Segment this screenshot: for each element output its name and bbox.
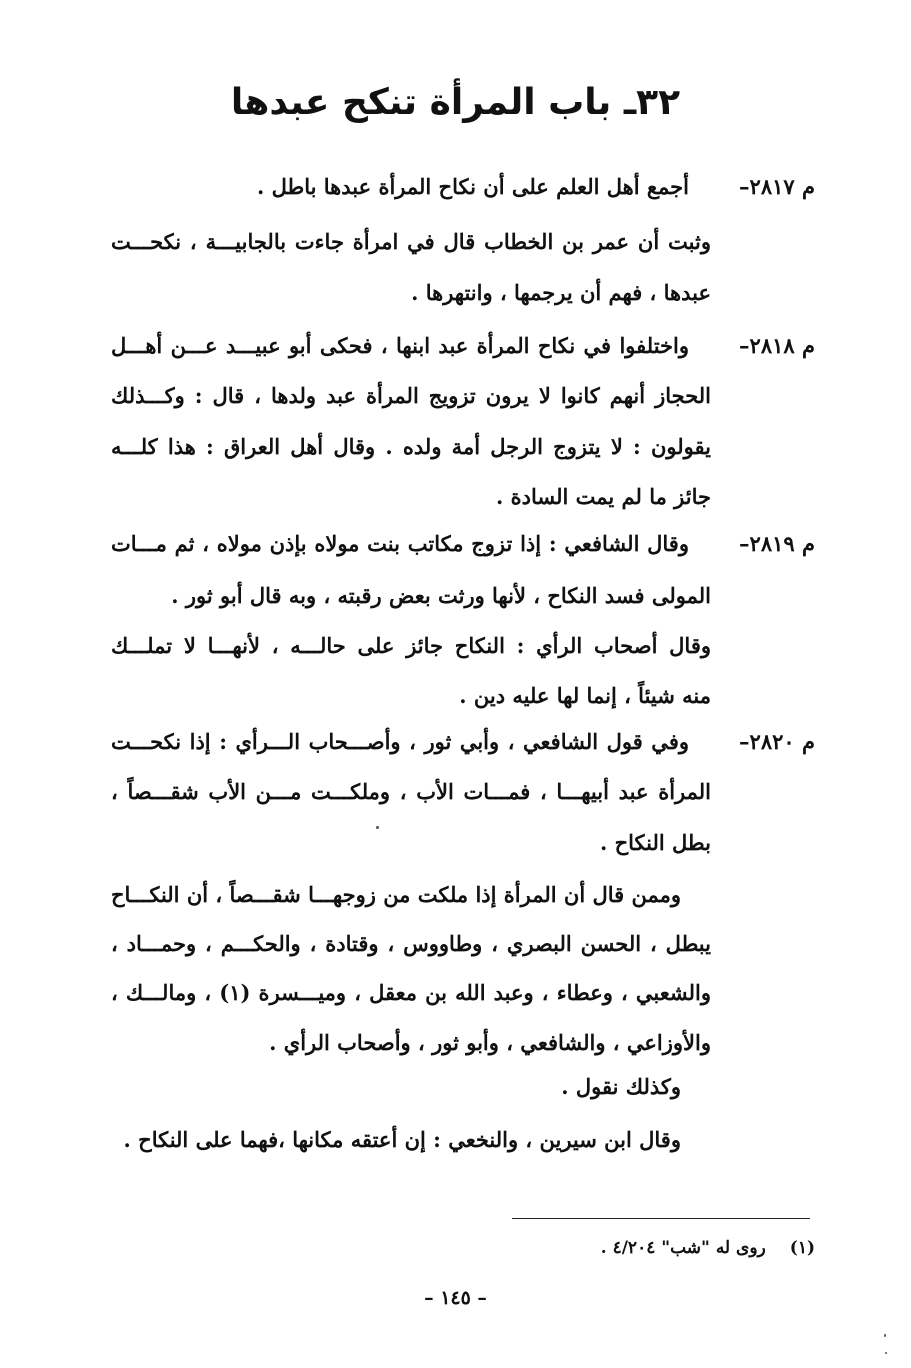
scan-speck — [885, 1352, 887, 1354]
footnote-separator — [512, 1218, 810, 1219]
text-line: والشعبي ، وعطاء ، وعبد الله بن معقل ، وميـــسرة (١) ، ومالـــك ، — [111, 980, 711, 1005]
text-line: يبطل ، الحسن البصري ، وطاووس ، وقتادة ، والحكـــم ، وحمـــاد ، — [111, 931, 711, 956]
scan-speck — [376, 826, 379, 829]
entry-number: م ٢٨١٧– — [739, 174, 815, 199]
text-line: وقال الشافعي : إذا تزوج مكاتب بنت مولاه بإذن مولاه ، ثم مـــات — [111, 531, 689, 556]
footnote-text: روى له "شب" ٤/٢٠٤ . — [600, 1238, 766, 1258]
text-line: منه شيئاً ، إنما لها عليه دين . — [459, 683, 711, 708]
entry-number: م ٢٨٢٠– — [739, 729, 815, 754]
text-line: جائز ما لم يمت السادة . — [495, 484, 711, 509]
entry-number: م ٢٨١٨– — [739, 333, 815, 358]
scan-speck — [884, 1334, 886, 1337]
text-line: وممن قال أن المرأة إذا ملكت من زوجهـــا شقـــصاً ، أن النكـــاح — [111, 882, 681, 907]
text-line: المرأة عبد أبيهـــا ، فمـــات الأب ، وملكـــت مـــن الأب شقـــصاً ، — [111, 779, 711, 804]
entry-number: م ٢٨١٩– — [739, 531, 815, 556]
text-line: الحجاز أنهم كانوا لا يرون تزويج المرأة عبد ولدها ، قال : وكـــذلك — [111, 383, 711, 408]
footnote-marker: (١) — [789, 1238, 815, 1258]
chapter-title: ٣٢ـ باب المرأة تنكح عبدها — [230, 82, 681, 123]
page-number: – ١٤٥ – — [424, 1287, 487, 1309]
text-line: عبدها ، فهم أن يرجمها ، وانتهرها . — [411, 280, 711, 305]
text-line: أجمع أهل العلم على أن نكاح المرأة عبدها باطل . — [256, 174, 689, 199]
footnote — [601, 1230, 815, 1266]
text-line: وكذلك نقول . — [561, 1074, 681, 1099]
text-line: والأوزاعي ، والشافعي ، وأبو ثور ، وأصحاب الرأي . — [269, 1030, 711, 1055]
text-line: بطل النكاح . — [599, 830, 711, 855]
text-line: وقال أصحاب الرأي : النكاح جائز على حالـــه ، لأنهـــا لا تملـــك — [111, 633, 711, 658]
text-line: واختلفوا في نكاح المرأة عبد ابنها ، فحكى أبو عبيـــد عـــن أهـــل — [111, 333, 689, 358]
text-line: يقولون : لا يتزوج الرجل أمة ولده . وقال أهل العراق : هذا كلـــه — [111, 434, 711, 459]
text-line: وقال ابن سيرين ، والنخعي : إن أعتقه مكانها ،فهما على النكاح . — [123, 1127, 681, 1152]
text-line: المولى فسد النكاح ، لأنها ورثت بعض رقبته ، وبه قال أبو ثور . — [171, 583, 711, 608]
text-line: وفي قول الشافعي ، وأبي ثور ، وأصـــحاب الـــرأي : إذا نكحـــت — [111, 729, 689, 754]
text-line: وثبت أن عمر بن الخطاب قال في امرأة جاءت بالجابيـــة ، نكحـــت — [111, 229, 711, 254]
